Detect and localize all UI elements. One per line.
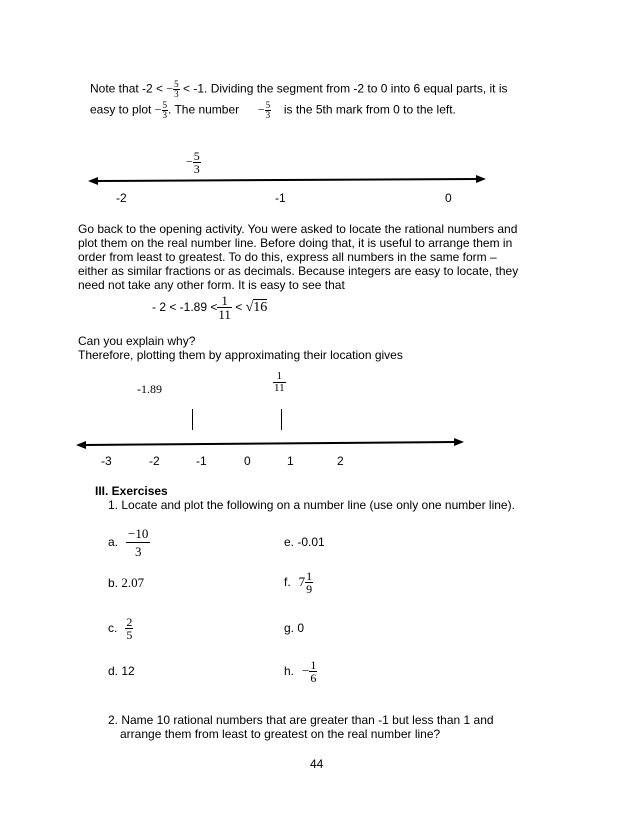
number-line-1-label: 0 bbox=[445, 191, 452, 205]
exercise-item-b: b. 2.07 bbox=[108, 575, 145, 590]
body-paragraph-line: Go back to the opening activity. You were asked to locate the rational numbers and bbox=[78, 222, 518, 236]
fraction-one-eleventh: $\frac{1}{11}$ bbox=[218, 293, 231, 323]
fraction-one-sixth: $\frac{1}{6}$ bbox=[310, 657, 317, 685]
page-number: 44 bbox=[310, 757, 324, 771]
number-line-2-label: 1 bbox=[287, 454, 294, 468]
fraction-one-eleventh: $\frac{1}{11}$ bbox=[274, 370, 285, 394]
exercise-question-2-line-1: 2. Name 10 rational numbers that are greater than -1 but less than 1 and bbox=[108, 713, 494, 727]
therefore-text: Therefore, plotting them by approximating their location gives bbox=[78, 348, 403, 362]
fraction-one-ninth: $\frac{1}{9}$ bbox=[306, 568, 313, 596]
number-line-1-point-label: − $\frac{5}{3}$ bbox=[186, 149, 200, 176]
number-line-1-label: -2 bbox=[116, 191, 127, 205]
exercise-question-2-line-2: arrange them from least to greatest on the real number line? bbox=[120, 727, 441, 741]
explain-text: Can you explain why? bbox=[78, 334, 196, 348]
body-paragraph-line: either as similar fractions or as decimals. Because integers are easy to locate, they bbox=[78, 264, 519, 278]
fraction-five-thirds: $\frac{5}{3}$ bbox=[193, 149, 200, 176]
inequality: - 2 < -1.89 < $\frac{1}{11}$ < √16 bbox=[152, 293, 268, 323]
exercise-item-f: f. 7 $\frac{1}{9}$ bbox=[284, 568, 313, 596]
body-paragraph-line: order from least to greatest. To do this, express all numbers in the same form – bbox=[78, 250, 497, 264]
number-line-1-label: -1 bbox=[275, 191, 286, 205]
exercise-item-d: d. 12 bbox=[108, 664, 135, 678]
exercise-item-h: h. − $\frac{1}{6}$ bbox=[284, 657, 317, 685]
point-marker bbox=[281, 409, 282, 430]
fraction-five-thirds: $\frac{5}{3}$ bbox=[162, 100, 167, 120]
exercise-item-c: c. $\frac{2}{5}$ bbox=[108, 614, 133, 642]
exercise-question-1: 1. Locate and plot the following on a number line (use only one number line). bbox=[108, 498, 515, 512]
number-line-2-label: -3 bbox=[101, 454, 112, 468]
number-line-2-label: -2 bbox=[149, 454, 160, 468]
number-line-2-label: -1 bbox=[196, 454, 207, 468]
exercise-item-a: a. $\frac{-10}{3}$ bbox=[108, 525, 149, 559]
number-line-2-value-label: -1.89 bbox=[137, 382, 162, 396]
exercises-heading: III. Exercises bbox=[95, 484, 168, 498]
fraction-five-thirds: $\frac{5}{3}$ bbox=[174, 79, 179, 99]
number-line-2-label: 2 bbox=[337, 454, 344, 468]
fraction-two-fifths: $\frac{2}{5}$ bbox=[126, 614, 133, 642]
number-line-2-label: 0 bbox=[244, 454, 251, 468]
fraction-neg-ten-thirds: $\frac{-10}{3}$ bbox=[128, 525, 149, 559]
body-paragraph-line: need not take any other form. It is easy to see that bbox=[78, 278, 345, 292]
sqrt-16: √16 bbox=[245, 300, 268, 315]
fraction-five-thirds: $\frac{5}{3}$ bbox=[265, 100, 271, 120]
point-marker bbox=[192, 409, 193, 430]
exercise-item-e: e. -0.01 bbox=[284, 535, 325, 549]
number-line-2-fraction-label bbox=[273, 371, 286, 394]
body-paragraph-line: plot them on the real number line. Before doing that, it is useful to arrange them in bbox=[78, 236, 513, 250]
intro-line-2: easy to plot − $\frac{5}{3}$ . The number − $\frac{5}{3}$ is the 5th mark from 0 to the left. bbox=[90, 100, 456, 120]
exercise-item-g: g. 0 bbox=[284, 621, 305, 635]
number-line-2 bbox=[76, 436, 466, 452]
number-line-1 bbox=[88, 172, 488, 188]
intro-line-1: Note that -2 < − $\frac{5}{3}$ < -1. Dividing the segment from -2 to 0 into 6 equal parts, it is bbox=[90, 79, 508, 99]
